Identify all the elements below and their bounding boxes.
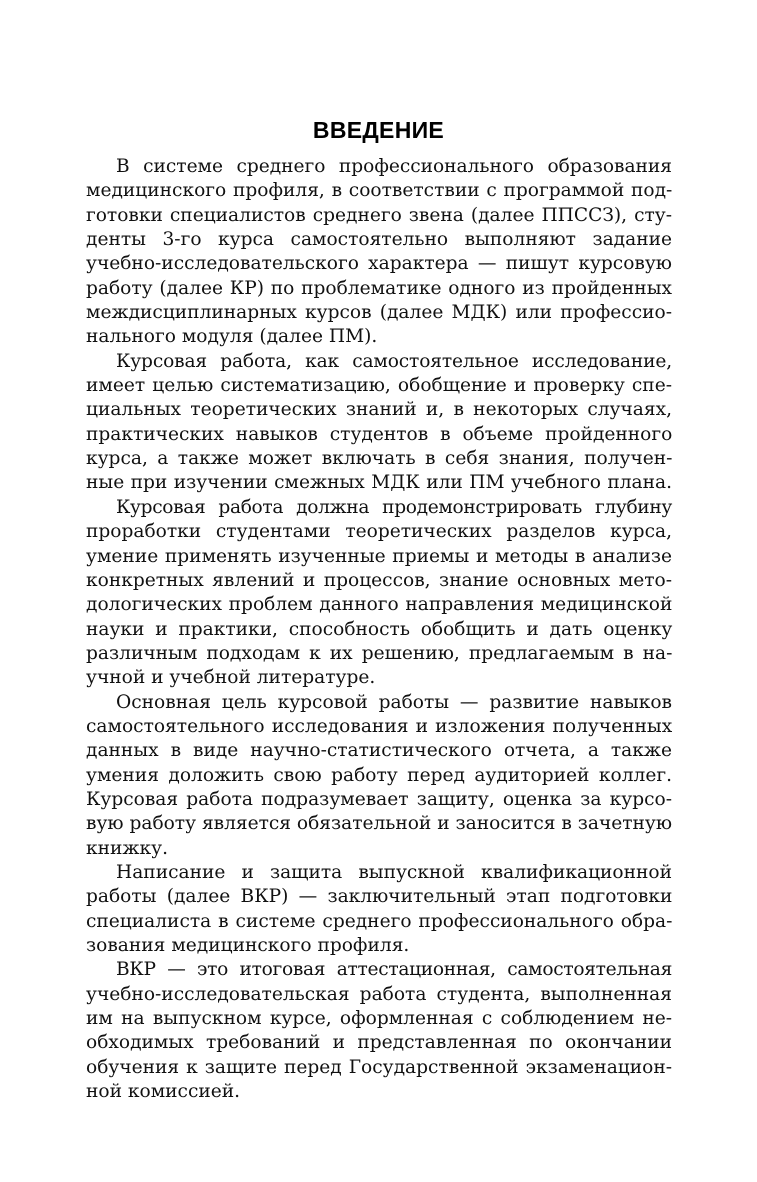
text-line: умения доложить свою работу перед аудиторией коллег.: [86, 764, 672, 786]
text-line: зования медицинского профиля.: [86, 935, 410, 956]
text-line: циальных теоретических знаний и, в некоторых случаях,: [86, 399, 672, 421]
text-line: обходимых требований и представленная по окончании: [86, 1032, 672, 1054]
text-line: Курсовая работа, как самостоятельное исследование,: [116, 350, 672, 372]
text-line: ной комиссией.: [86, 1081, 241, 1103]
text-line: ные при изучении смежных МДК или ПМ учебного плана.: [86, 472, 672, 494]
text-line: конкретных явлений и процессов, знание основных мето-: [86, 569, 672, 591]
paragraph: [86, 861, 672, 958]
paragraph: [86, 155, 672, 350]
text-line: различным подходам к их решению, предлагаемым в на-: [86, 642, 673, 664]
text-line: учебно-исследовательского характера — пишут курсовую: [86, 253, 672, 275]
text-line: обучения к защите перед Государственной экзаменацион-: [86, 1056, 672, 1078]
text-line: готовки специалистов среднего звена (далее ППССЗ), сту-: [86, 204, 672, 226]
text-line: умение применять изученные приемы и методы в анализе: [86, 545, 672, 567]
text-line: Курсовая работа подразумевает защиту, оценка за курсо-: [86, 788, 672, 810]
text-line: Курсовая работа должна продемонстрировать глубину: [116, 496, 672, 518]
paragraph: [86, 350, 672, 496]
text-line: нального модуля (далее ПМ).: [86, 326, 378, 348]
text-line: учной и учебной литературе.: [86, 667, 376, 689]
paragraph: [86, 691, 672, 861]
text-line: данных в виде научно-статистического отчета, а также: [86, 740, 672, 762]
text-line: Написание и защита выпускной квалификационной: [116, 861, 672, 883]
text-line: работу (далее КР) по проблематике одного из пройденных: [86, 277, 672, 299]
text-line: практических навыков студентов в объеме пройденного: [86, 423, 673, 445]
text-line: проработки студентами теоретических разделов курса,: [86, 521, 672, 543]
text-line: учебно-исследовательская работа студента, выполненная: [86, 983, 672, 1005]
paragraph: [86, 958, 672, 1104]
text-line: междисциплинарных курсов (далее МДК) или профессио-: [86, 302, 672, 324]
text-line: самостоятельного исследования и изложения полученных: [86, 715, 673, 737]
text-line: денты 3-го курса самостоятельно выполняют задание: [86, 229, 672, 251]
page-heading: ВВЕДЕНИЕ: [312, 117, 445, 143]
body-text: [86, 155, 672, 1104]
paragraph: [86, 496, 672, 691]
text-line: медицинского профиля, в соответствии с программой под-: [86, 180, 673, 202]
text-line: курса, а также может включать в себя знания, получен-: [86, 448, 673, 470]
text-line: дологических проблем данного направления медицинской: [86, 594, 673, 616]
text-line: имеет целью систематизацию, обобщение и проверку спе-: [86, 375, 672, 397]
text-line: им на выпускном курсе, оформленная с соблюдением не-: [86, 1008, 672, 1030]
text-line: ВКР — это итоговая аттестационная, самостоятельная: [116, 959, 672, 981]
text-line: книжку.: [86, 837, 168, 859]
text-line: В системе среднего профессионального образования: [116, 156, 672, 177]
text-line: работы (далее ВКР) — заключительный этап подготовки: [86, 886, 673, 908]
text-line: Основная цель курсовой работы — развитие навыков: [116, 691, 672, 713]
text-line: специалиста в системе среднего профессионального обра-: [86, 910, 673, 932]
text-line: науки и практики, способность обобщить и дать оценку: [86, 618, 673, 640]
text-line: вую работу является обязательной и заносится в зачетную: [86, 813, 672, 835]
